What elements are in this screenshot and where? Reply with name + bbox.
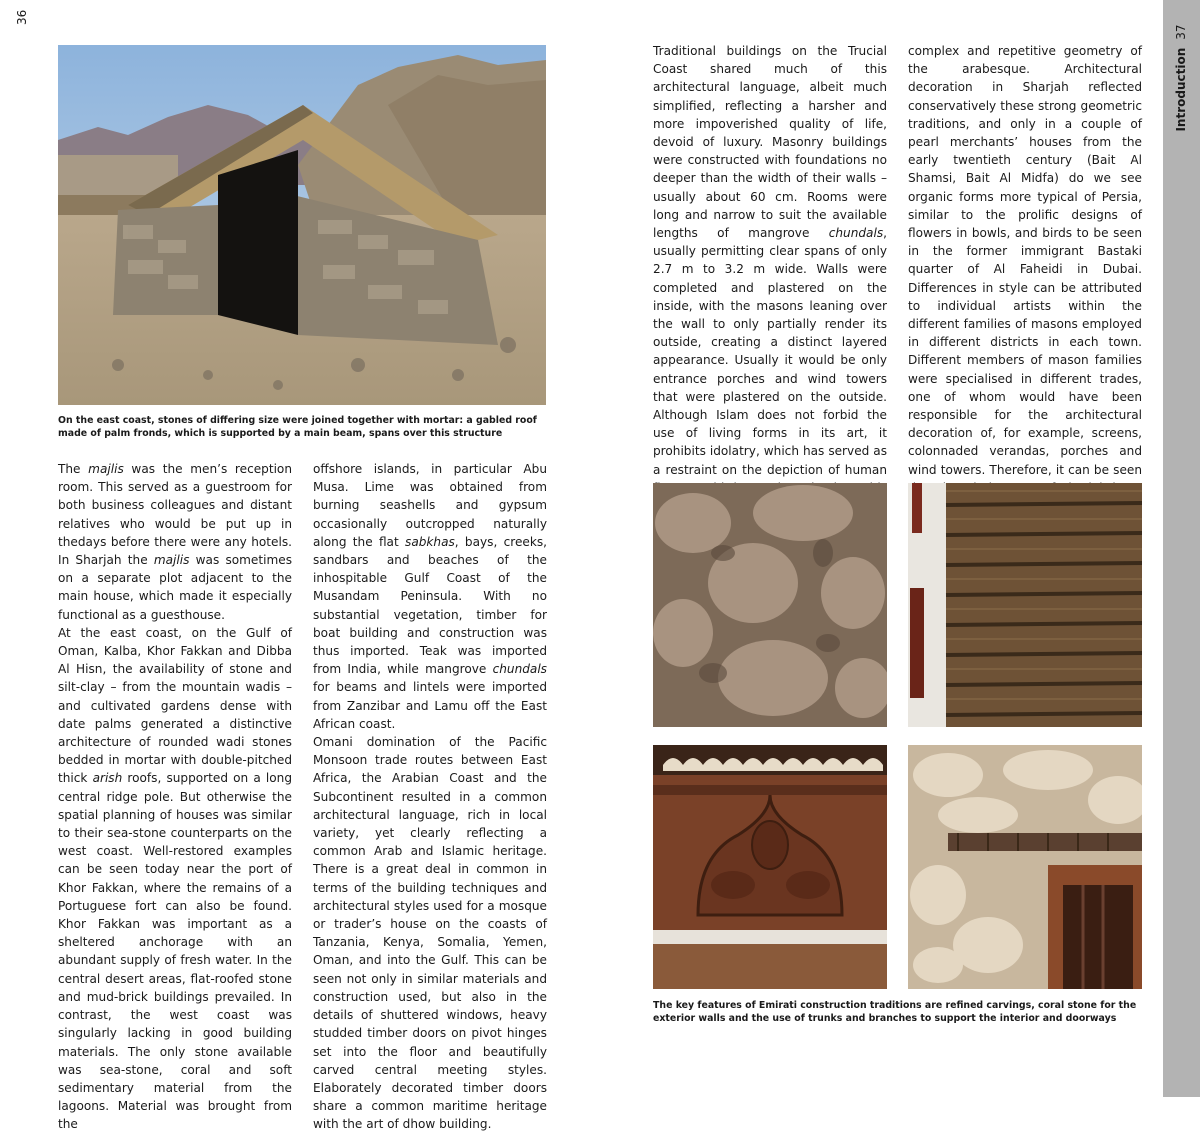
paragraph: At the east coast, on the Gulf of Oman, Kalba, Khor Fakkan and Dibba Al Hisn, the availability of stone and silt-clay – from the mountain wadis – and cultivated gardens dense with date palms generated a distinctive architecture of rounded wadi stones bedded in mortar with double-pitched thick arish roofs, supported on a long central ridge pole. But otherwise the spatial planning of houses was similar to their sea-stone counterparts on the west coast. Well-restored examples can be seen today near the port of Khor Fakkan, where the remains of a Portuguese fort can also be found. Khor Fakkan was important as a sheltered anchorage with an abundant supply of fresh water. In the central desert areas, flat-roofed stone and mud-brick buildings prevailed. In contrast, the west coast was singularly lacking in good building materials. The only stone available was sea-stone, coral and soft sedimentary material from the lagoons. Material was brought from the: [58, 625, 292, 1132]
paragraph: complex and repetitive geometry of the arabesque. Architectural decoration in Sharjah reflected conservatively these strong geometric traditions, and only in a couple of pearl merchants’ houses from the early twentieth century (Bait Al Shamsi, Bait Al Midfa) do we see organic forms more typical of Persia, similar to the prolific designs of flowers in bowls, and birds to be seen in the former immigrant Bastaki quarter of Al Faheidi in Dubai. Differences in style can be attributed to individual artists within the different families of masons employed in different districts in each town. Different members of mason families were specialised in different trades, one of whom would have been responsible for the architectural decoration of, for example, screens, colonnaded verandas, porches and wind towers. Therefore, it can be seen: [908, 44, 1142, 477]
text-column-3: [653, 42, 887, 515]
paragraph: Traditional buildings on the Trucial Coast shared much of this architectural language, albeit much simplified, reflecting a harsher and more impoverished quality of life, devoid of luxury. Masonry buildings were constructed with foundations no deeper than the width of their walls – usually about 60 cm. Rooms were long and narrow to suit the available lengths of mangrove chundals, usually permitting clear spans of only 2.7 m to 3.2 m wide. Walls were completed and plastered on the inside, with the masons leaning over the wall to only partially render its outside, creating a distinct layered appearance. Usually it would be only entrance porches and wind towers that were plastered on the outside. Although Islam does not forbid the use of living forms in its art, it prohibits idolatry, which has served as a restraint on the depiction of human: [653, 44, 887, 477]
coral-stone-photo: [653, 483, 887, 727]
paragraph: Omani domination of the Pacific Monsoon trade routes between East Africa, the Arabian Coast and the Subcontinent resulted in a common architectural language, rich in local variety, yet clearly reflecting a common Arab and Islamic heritage. There is a great deal in common in terms of the building techniques and architectural styles used for a mosque or trader’s house on the coasts of Tanzania, Kenya, Somalia, Yemen, Oman, and into the Gulf. This can be seen not only in similar materials and construction used, but also in the details of shuttered windows, heavy studded timber doors on pivot hinges set into the floor and beautifully carved central meeting styles. Elaborately decorated timber doors share a common maritime heritage with the art of dhow building.: [313, 735, 547, 1132]
page-number-left: 36: [15, 9, 29, 25]
text-column-1: [58, 460, 292, 1134]
section-tab-label: [1169, 8, 1193, 148]
section-title: Introduction: [1174, 47, 1188, 132]
top-photo-caption: On the east coast, stones of differing size were joined together with mortar: a gabled roof made of palm fronds, which is supported by a main beam, spans over this structure: [58, 415, 537, 439]
page-number-right: 37: [1174, 24, 1188, 40]
paragraph: The majlis was the men’s reception room. This served as a guestroom for both business colleagues and distant relatives who would be put up in thedays before there were any hotels. In Sharjah the majlis was sometimes on a separate plot adjacent to the main house, which made it especially functional as a guesthouse.: [58, 462, 292, 622]
palm-ceiling-photo: [908, 483, 1142, 727]
text-column-4: [908, 42, 1142, 515]
bottom-photo-caption: The key features of Emirati construction traditions are refined carvings, coral stone for the exterior walls and the use of trunks and branches to support the interior and doorways: [653, 1000, 1137, 1024]
hut-photo: [58, 45, 546, 405]
section-tab: [1163, 0, 1200, 1097]
carved-doorway-photo: [653, 745, 887, 989]
text-column-2: [313, 460, 547, 1134]
coral-wall-doorway-photo: [908, 745, 1142, 989]
paragraph: offshore islands, in particular Abu Musa. Lime was obtained from burning seashells and gypsum occasionally outcropped naturally along the flat sabkhas, bays, creeks, sandbars and beaches of the inhospitable Gulf Coast of the Musandam Peninsula. With no substantial vegetation, timber for boat building and construction was thus imported. Teak was imported from India, while mangrove chundals for beams and lintels were imported from Zanzibar and Lamu off the East African coast.: [313, 462, 547, 731]
